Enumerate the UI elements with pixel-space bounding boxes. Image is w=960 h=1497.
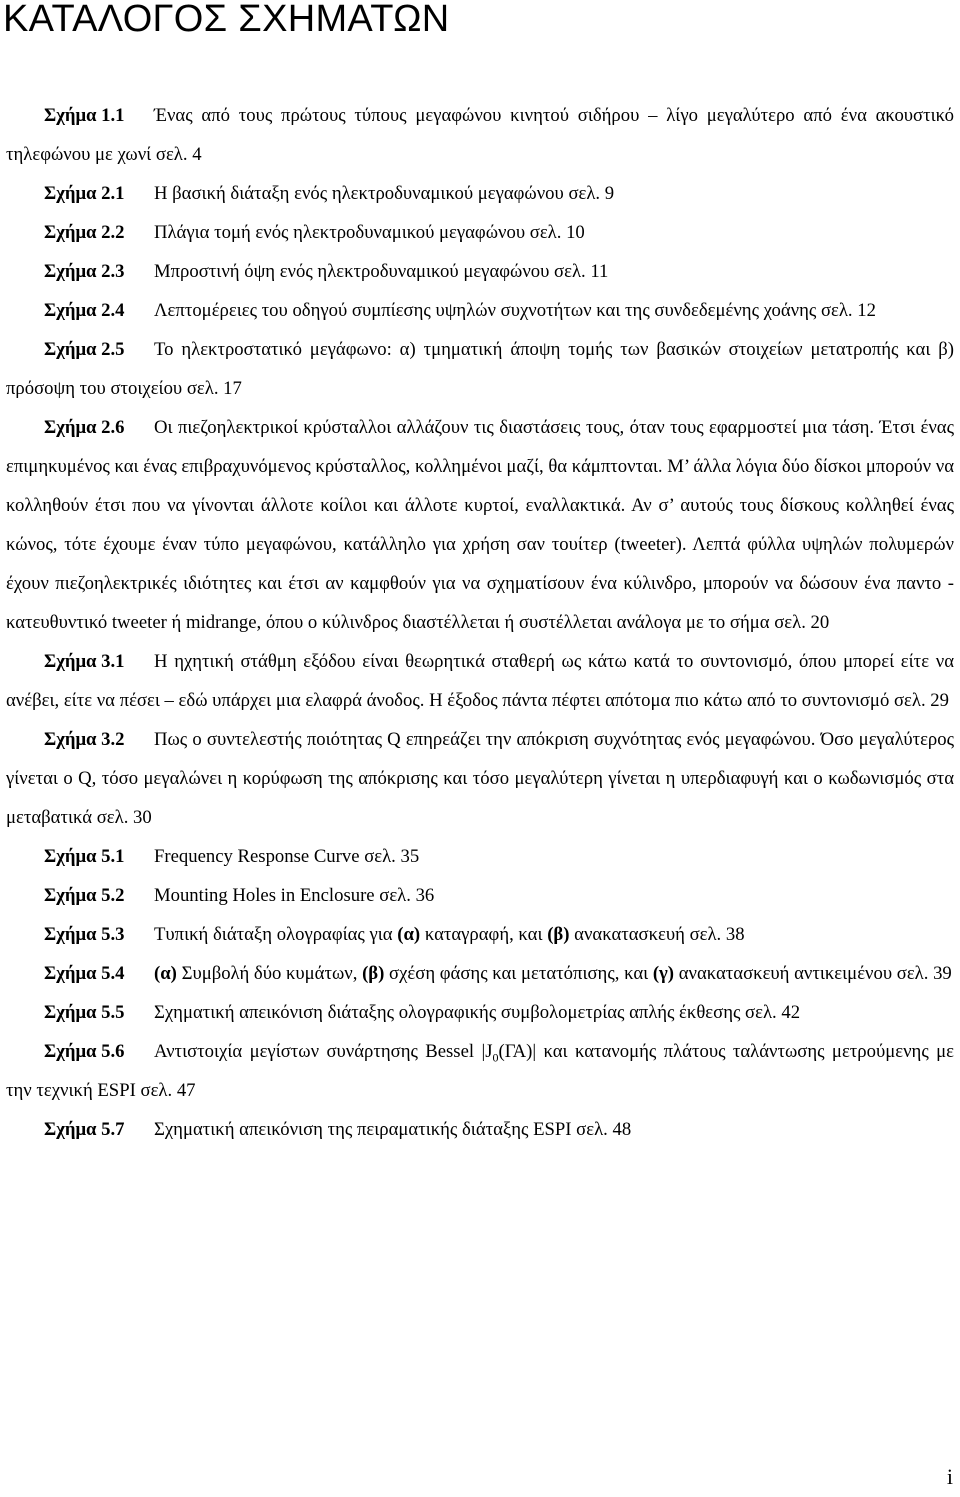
figure-caption-part: Συμβολή δύο κυμάτων, [181,963,358,984]
list-item [6,954,954,993]
figure-caption: Ένας από τους πρώτους τύπους μεγαφώνου κινητού σιδήρου – λίγο μεγαλύτερο από ένα ακουστικό τηλεφώνου με χωνί σελ. 4 [6,105,954,165]
figure-label: Σχήμα 2.4 [44,300,125,321]
figure-label: Σχήμα 5.4 [44,963,125,984]
figure-label: Σχήμα 2.6 [44,417,125,438]
figure-caption: Λεπτομέρειες του οδηγού συμπίεσης υψηλών συχνοτήτων και της συνδεδεμένης χοάνης σελ. 12 [154,300,876,321]
list-item [6,174,954,213]
figure-label: Σχήμα 5.6 [44,1041,125,1062]
figure-caption-part: σχέση φάσης και μετατόπισης, και [389,963,649,984]
figure-caption-bold: (γ) [652,963,675,984]
figure-caption: Το ηλεκτροστατικό μεγάφωνο: α) τμηματική άποψη τομής των βασικών στοιχείων μετατροπής και β) πρόσοψη του στοιχείου σελ. 17 [6,339,954,399]
figure-caption-bold: (β) [362,963,385,984]
figure-caption: Η ηχητική στάθμη εξόδου είναι θεωρητικά σταθερή ως κάτω κατά το συντονισμό, όπου μπορεί είτε να ανέβει, είτε να πέσει – εδώ υπάρχει μια ελαφρά άνοδος. Η έξοδος πάντα πέφτει απότομα πιο κάτω από το συντονισμό σελ. 29 [6,651,954,711]
figure-label: Σχήμα 5.2 [44,885,125,906]
list-item [6,1110,954,1149]
figure-caption-part: (ΓΑ)| και κατανομής πλάτους ταλάντωσης μετρούμενης με την τεχνική ESPI σελ. 47 [6,1041,954,1101]
figure-label: Σχήμα 2.3 [44,261,125,282]
figure-label: Σχήμα 5.1 [44,846,125,867]
figure-caption: Η βασική διάταξη ενός ηλεκτροδυναμικού μεγαφώνου σελ. 9 [154,183,615,204]
figure-caption: Πως ο συντελεστής ποιότητας Q επηρεάζει την απόκριση συχνότητας ενός μεγαφώνου. Όσο μεγαλύτερος γίνεται ο Q, τόσο μεγαλώνει η κορύφωση της απόκρισης και τόσο μεγαλύτερη γίνεται η υπερδιαφυγή και ο κωδωνισμός στα μεταβατικά σελ. 30 [6,729,954,828]
list-item [6,291,954,330]
figure-caption-part: Τυπική διάταξη ολογραφίας για [154,924,393,945]
figure-caption-part: ανακατασκευή αντικειμένου σελ. 39 [678,963,952,984]
list-item [6,837,954,876]
figure-caption-bold: (α) [154,963,177,984]
list-item [6,408,954,642]
list-item [6,252,954,291]
list-item [6,1032,954,1110]
figure-caption: Οι πιεζοηλεκτρικοί κρύσταλλοι αλλάζουν τις διαστάσεις τους, όταν τους εφαρμοστεί μια τάση. Έτσι ένας επιμηκυμένος και ένας επιβραχυνόμενος κρύσταλλος, κολλημένοι μαζί, θα κάμπτονται. Μ’ άλλα λόγια δύο δίσκοι μπορούν να κολληθούν έτσι που να γίνονται άλλοτε κοίλοι και άλλοτε κυρτοί, εναλλακτικά. Αν σ’ αυτούς τους δίσκους κολληθεί ένας κώνος, τότε έχουμε έναν τύπο μεγαφώνου, κατάλληλο για χρήση σαν τουίτερ (tweeter). Λεπτά φύλλα υψηλών πολυμερών έχουν πιεζοηλεκτρικές ιδιότητες και έτσι αν καμφθούν για να σχηματίσουν ένα κύλινδρο, μπορούν να δώσουν ένα παντο - κατευθυντικό tweeter ή midrange, όπου ο κύλινδρος διαστέλλεται ή συστέλλεται ανάλογα με το σήμα σελ. 20 [6,417,954,633]
figure-label: Σχήμα 2.2 [44,222,125,243]
figure-caption-bold: (β) [547,924,570,945]
figure-list [6,96,954,1149]
figure-caption-part: ανακατασκευή σελ. 38 [574,924,745,945]
figure-label: Σχήμα 2.1 [44,183,125,204]
bessel-subscript: 0 [492,1050,499,1065]
list-item [6,642,954,720]
figure-label: Σχήμα 2.5 [44,339,125,360]
figure-caption: Σχηματική απεικόνιση της πειραματικής διάταξης ESPI σελ. 48 [154,1119,632,1140]
figure-caption: Σχηματική απεικόνιση διάταξης ολογραφικής συμβολομετρίας απλής έκθεσης σελ. 42 [154,1002,801,1023]
list-item [6,96,954,174]
list-item [6,213,954,252]
list-item [6,876,954,915]
figure-caption-bold: (α) [397,924,421,945]
figure-caption-part: Αντιστοιχία μεγίστων συνάρτησης Bessel |J [154,1041,493,1062]
figure-caption: Frequency Response Curve σελ. 35 [154,846,420,867]
page-title: ΚΑΤΑΛΟΓΟΣ ΣΧΗΜΑΤΩΝ [3,0,450,40]
figure-label: Σχήμα 5.3 [44,924,125,945]
figure-label: Σχήμα 3.1 [44,651,125,672]
list-item [6,915,954,954]
list-item [6,720,954,837]
figure-label: Σχήμα 5.5 [44,1002,125,1023]
figure-caption-part: καταγραφή, και [424,924,543,945]
figure-label: Σχήμα 5.7 [44,1119,125,1140]
figure-caption: Πλάγια τομή ενός ηλεκτροδυναμικού μεγαφώνου σελ. 10 [154,222,585,243]
figure-caption: Μπροστινή όψη ενός ηλεκτροδυναμικού μεγαφώνου σελ. 11 [154,261,609,282]
page-number: i [946,1464,953,1489]
figure-label: Σχήμα 1.1 [44,105,125,126]
figure-caption: Mounting Holes in Enclosure σελ. 36 [154,885,435,906]
list-item [6,330,954,408]
figure-label: Σχήμα 3.2 [44,729,125,750]
list-item [6,993,954,1032]
